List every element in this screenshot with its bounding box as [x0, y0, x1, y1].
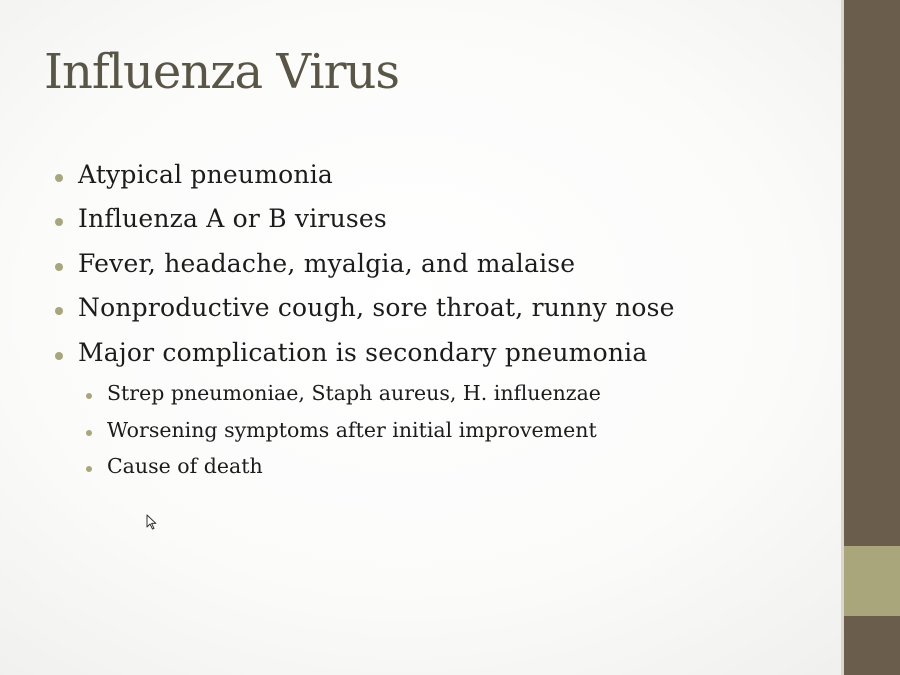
sidebar-accent-bottom — [844, 616, 900, 675]
sidebar-accent-middle — [844, 546, 900, 616]
sidebar-accent-top — [844, 0, 900, 546]
bullet-item: Atypical pneumonia — [78, 160, 333, 189]
bullet-marker — [55, 352, 63, 360]
bullet-item: Nonproductive cough, sore throat, runny nose — [78, 293, 675, 322]
sub-bullet-marker — [86, 393, 92, 399]
bullet-item: Influenza A or B viruses — [78, 204, 387, 233]
bullet-marker — [55, 174, 63, 182]
sub-bullet-marker — [86, 466, 92, 472]
sub-bullet-item: Strep pneumoniae, Staph aureus, H. influenzae — [107, 381, 601, 405]
bullet-item: Major complication is secondary pneumonia — [78, 338, 648, 367]
sub-bullet-item: Cause of death — [107, 454, 263, 478]
sub-bullet-item: Worsening symptoms after initial improvement — [107, 418, 597, 442]
bullet-marker — [55, 218, 63, 226]
slide-title: Influenza Virus — [44, 44, 400, 100]
mouse-pointer-icon — [146, 514, 158, 530]
bullet-marker — [55, 307, 63, 315]
bullet-marker — [55, 263, 63, 271]
bullet-item: Fever, headache, myalgia, and malaise — [78, 249, 576, 278]
sub-bullet-marker — [86, 430, 92, 436]
